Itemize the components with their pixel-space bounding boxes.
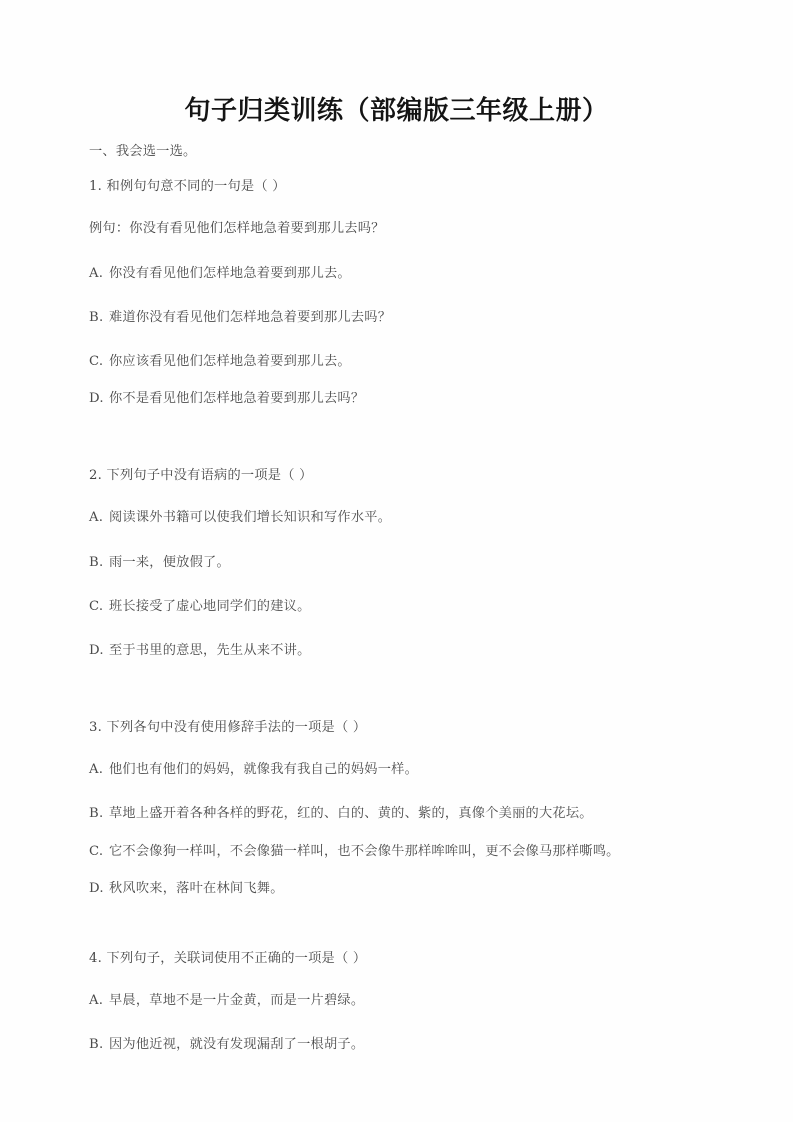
- option-marker: A.: [89, 993, 104, 1009]
- option-marker: D.: [89, 880, 104, 896]
- option-marker: C.: [89, 353, 104, 369]
- option-text: 他们也有他们的妈妈，就像我有我自己的妈妈一样。: [109, 762, 419, 778]
- option-text: 班长接受了虚心地同学们的建议。: [109, 598, 311, 614]
- question-group-gap: [89, 687, 729, 720]
- question-1-option-b[interactable]: [89, 310, 729, 325]
- question-1-example: 例句：你没有看见他们怎样地急着要到那儿去吗？: [89, 221, 385, 237]
- option-marker: D.: [89, 642, 104, 658]
- option-marker: A.: [89, 265, 104, 281]
- page-title: 句子归类训练（部编版三年级上册）: [184, 96, 609, 126]
- question-1-option-c[interactable]: [89, 354, 729, 369]
- question-3-stem: 3. 下列各句中没有使用修辞手法的一项是（ ）: [89, 720, 367, 736]
- option-text: 至于书里的意思，先生从来不讲。: [109, 642, 311, 658]
- question-group-gap: [89, 435, 729, 468]
- option-text: 雨一来，便放假了。: [109, 554, 230, 570]
- question-4-option-a[interactable]: [89, 993, 729, 1008]
- question-2-option-a[interactable]: [89, 510, 729, 525]
- option-text: 你没有看见他们怎样地急着要到那儿去。: [109, 265, 351, 281]
- document-body: [89, 144, 729, 1081]
- question-3-option-d[interactable]: [89, 881, 729, 896]
- question-1-option-d[interactable]: [89, 391, 729, 406]
- question-2-stem: 2. 下列句子中没有语病的一项是（ ）: [89, 468, 313, 484]
- option-text: 阅读课外书籍可以使我们增长知识和写作水平。: [109, 510, 392, 526]
- option-marker: B.: [89, 1037, 104, 1053]
- option-marker: C.: [89, 843, 104, 859]
- question-4-stem: 4. 下列句子，关联词使用不正确的一项是（ ）: [89, 950, 367, 966]
- question-1-stem: 1. 和例句句意不同的一句是（ ）: [89, 179, 286, 195]
- section-heading: 一、我会选一选。: [89, 144, 197, 159]
- question-4-option-b[interactable]: [89, 1037, 729, 1052]
- option-marker: A.: [89, 510, 104, 526]
- question-3-option-a[interactable]: [89, 762, 729, 777]
- question-2-option-b[interactable]: [89, 555, 729, 570]
- option-marker: B.: [89, 554, 104, 570]
- option-marker: A.: [89, 762, 104, 778]
- question-2-option-c[interactable]: [89, 599, 729, 614]
- option-marker: D.: [89, 391, 104, 407]
- option-text: 难道你没有看见他们怎样地急着要到那儿去吗？: [109, 309, 392, 325]
- option-text: 因为他近视，就没有发现漏刮了一根胡子。: [109, 1037, 365, 1053]
- option-text: 你不是看见他们怎样地急着要到那儿去吗？: [109, 391, 365, 407]
- option-marker: B.: [89, 806, 104, 822]
- option-text: 草地上盛开着各种各样的野花，红的、白的、黄的、紫的，真像个美丽的大花坛。: [109, 806, 593, 822]
- option-text: 你应该看见他们怎样地急着要到那儿去。: [109, 353, 351, 369]
- question-3-option-b[interactable]: [89, 806, 729, 821]
- option-text: 早晨，草地不是一片金黄，而是一片碧绿。: [109, 993, 365, 1009]
- option-marker: B.: [89, 309, 104, 325]
- question-2-option-d[interactable]: [89, 643, 729, 658]
- option-marker: C.: [89, 598, 104, 614]
- question-group-gap: [89, 925, 729, 951]
- question-1-option-a[interactable]: [89, 266, 729, 281]
- question-3-option-c[interactable]: [89, 844, 729, 859]
- option-text: 秋风吹来，落叶在林间飞舞。: [109, 880, 284, 896]
- option-text: 它不会像狗一样叫，不会像猫一样叫，也不会像牛那样哞哞叫，更不会像马那样嘶鸣。: [109, 843, 620, 859]
